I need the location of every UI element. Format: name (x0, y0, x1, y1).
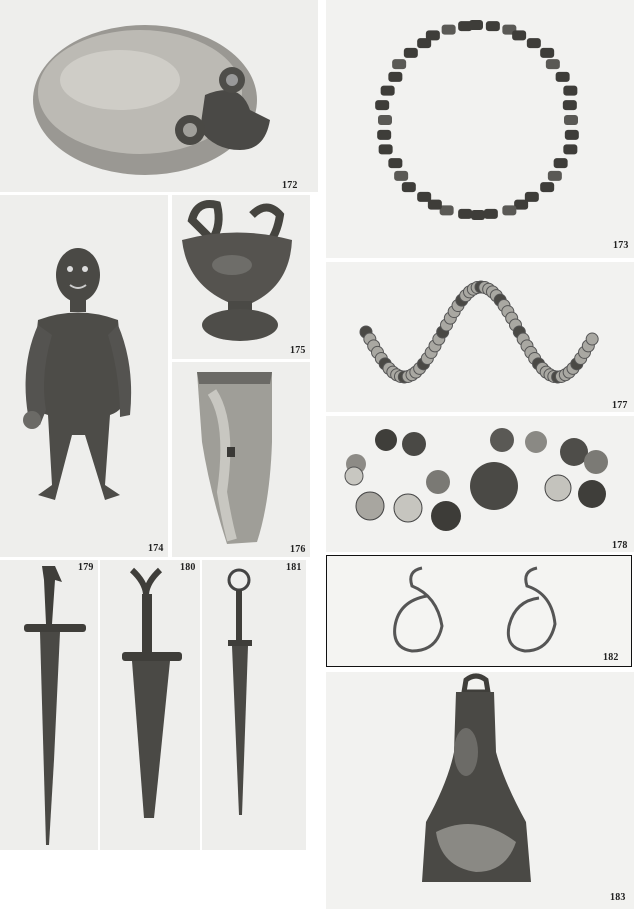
bead (564, 115, 578, 125)
figure-180-label: 180 (180, 562, 196, 573)
figure-174-panel (0, 195, 168, 557)
bead (512, 30, 526, 40)
bead (377, 130, 391, 140)
footed-cup-image (172, 195, 310, 359)
figure-177-label: 177 (612, 400, 628, 411)
figure-181-label: 181 (286, 562, 302, 573)
figure-182-panel (326, 555, 632, 667)
figure-175-label: 175 (290, 345, 306, 356)
bead (417, 192, 431, 202)
bead (442, 25, 456, 35)
dagger-1-image (0, 560, 98, 850)
figure-174-label: 174 (148, 543, 164, 554)
bead (563, 144, 577, 154)
bead (379, 144, 393, 154)
figure-176-label: 176 (290, 544, 306, 555)
bead (392, 59, 406, 69)
figurine-image (0, 195, 168, 557)
bead (556, 72, 570, 82)
figure-180-panel (100, 560, 200, 850)
bead (486, 21, 500, 31)
figure-173-label: 173 (613, 240, 629, 251)
bead (404, 48, 418, 58)
bell-image (326, 672, 634, 909)
bead (375, 100, 389, 110)
figure-175-panel (172, 195, 310, 359)
bead (502, 205, 516, 215)
bead (540, 48, 554, 58)
bead (458, 209, 472, 219)
figure-172-panel (0, 0, 318, 192)
bead (548, 171, 562, 181)
figure-176-panel (172, 362, 310, 557)
bead (381, 86, 395, 96)
bead (540, 182, 554, 192)
figure-183-label: 183 (610, 892, 626, 903)
bead (563, 86, 577, 96)
dagger-2-image (100, 560, 200, 850)
tall-vessel-image (172, 362, 310, 557)
bead (554, 158, 568, 168)
bead (586, 333, 598, 345)
bead (546, 59, 560, 69)
figure-173-panel (326, 0, 634, 258)
glass-beads-image (326, 416, 634, 552)
bead-necklace-image (326, 0, 634, 258)
bead (388, 72, 402, 82)
bead (527, 38, 541, 48)
bead (394, 171, 408, 181)
bead (402, 182, 416, 192)
bead (388, 158, 402, 168)
bead-strand-image (326, 262, 634, 412)
bead (563, 100, 577, 110)
bead (378, 115, 392, 125)
figure-179-label: 179 (78, 562, 94, 573)
figure-181-panel (202, 560, 306, 850)
figure-178-panel (326, 416, 634, 552)
bead (565, 130, 579, 140)
figure-183-panel (326, 672, 634, 909)
figure-182-label: 182 (603, 652, 619, 663)
dagger-3-image (202, 560, 306, 850)
spiral-rings-image (327, 556, 631, 666)
bead (484, 209, 498, 219)
figure-172-label: 172 (282, 180, 298, 191)
figure-179-panel (0, 560, 98, 850)
bead (469, 20, 483, 30)
clay-flask-image (0, 0, 318, 192)
bead (471, 210, 485, 220)
figure-178-label: 178 (612, 540, 628, 551)
bead (426, 30, 440, 40)
figure-177-panel (326, 262, 634, 412)
